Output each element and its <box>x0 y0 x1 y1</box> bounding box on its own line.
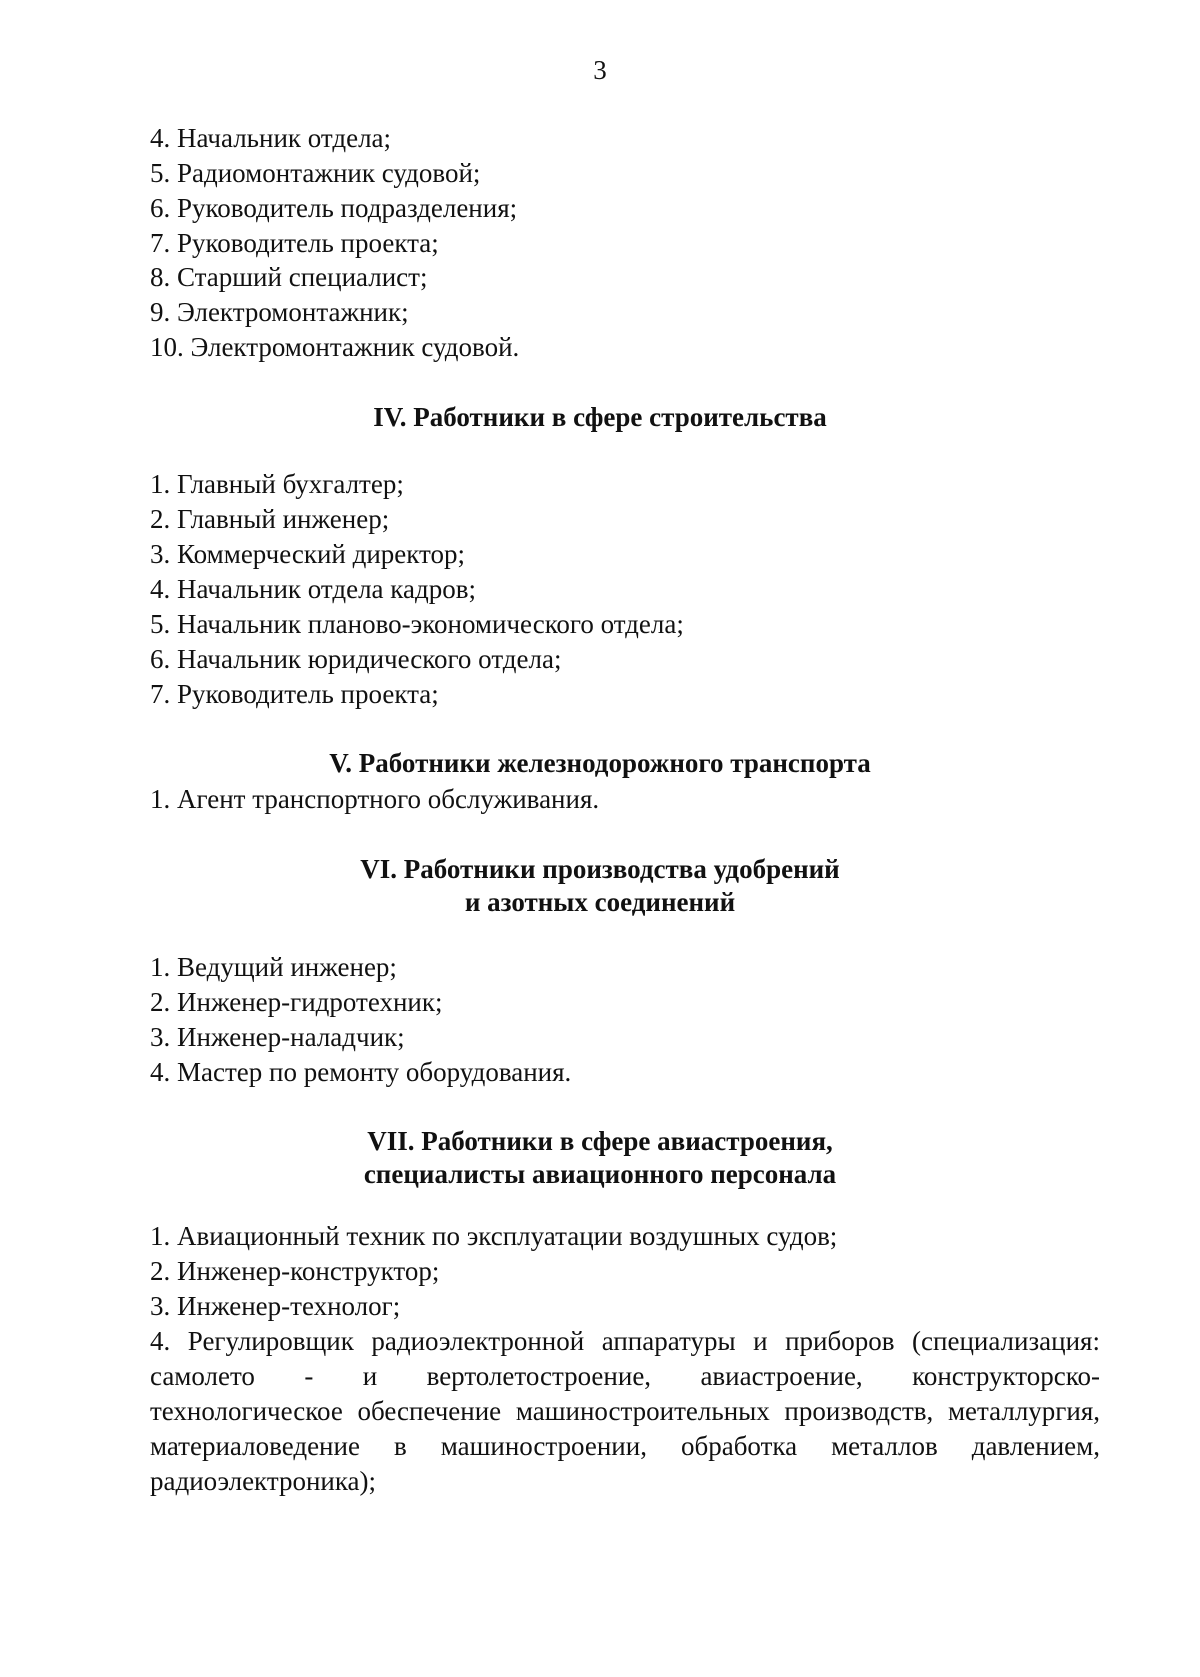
list-item: 9. Электромонтажник; <box>150 297 409 327</box>
list-item: 4. Начальник отдела кадров; <box>150 574 476 604</box>
list-item: 6. Руководитель подразделения; <box>150 193 518 223</box>
page-number: 3 <box>593 55 607 85</box>
section-heading: VI. Работники производства удобрений <box>360 854 840 884</box>
list-item-line: материаловедение в машиностроении, обработка металлов давлением, <box>150 1431 1100 1461</box>
section-heading: IV. Работники в сфере строительства <box>373 402 827 432</box>
list-item: 7. Руководитель проекта; <box>150 228 439 258</box>
list-item: 2. Инженер-конструктор; <box>150 1256 440 1286</box>
list-item: 1. Авиационный техник по эксплуатации воздушных судов; <box>150 1221 838 1251</box>
list-item: 1. Главный бухгалтер; <box>150 469 404 499</box>
list-item: 2. Инженер-гидротехник; <box>150 987 443 1017</box>
list-item: 8. Старший специалист; <box>150 262 428 292</box>
list-item: 4. Начальник отдела; <box>150 123 392 153</box>
section-heading: VII. Работники в сфере авиастроения, <box>367 1126 833 1156</box>
section-heading: специалисты авиационного персонала <box>363 1159 837 1189</box>
list-item-line: 4. Регулировщик радиоэлектронной аппаратуры и приборов (специализация: <box>150 1326 1100 1356</box>
list-item: 1. Агент транспортного обслуживания. <box>150 784 600 814</box>
list-item: 3. Инженер-наладчик; <box>150 1022 405 1052</box>
list-item: 3. Инженер-технолог; <box>150 1291 401 1321</box>
list-item: 3. Коммерческий директор; <box>150 539 465 569</box>
list-item: 5. Радиомонтажник судовой; <box>150 158 481 188</box>
list-item-line: технологическое обеспечение машиностроительных производств, металлургия, <box>150 1396 1100 1426</box>
list-item: 5. Начальник планово-экономического отдела; <box>150 609 684 639</box>
list-item: 7. Руководитель проекта; <box>150 679 439 709</box>
list-item: 4. Мастер по ремонту оборудования. <box>150 1057 572 1087</box>
list-item-line: самолето - и вертолетостроение, авиастроение, конструкторско- <box>150 1361 1100 1391</box>
list-item: 10. Электромонтажник судовой. <box>150 332 520 362</box>
list-item-line: радиоэлектроника); <box>150 1466 377 1496</box>
list-item: 6. Начальник юридического отдела; <box>150 644 562 674</box>
section-heading: V. Работники железнодорожного транспорта <box>329 748 871 778</box>
list-item: 1. Ведущий инженер; <box>150 952 397 982</box>
section-heading: и азотных соединений <box>464 887 736 917</box>
list-item: 2. Главный инженер; <box>150 504 390 534</box>
